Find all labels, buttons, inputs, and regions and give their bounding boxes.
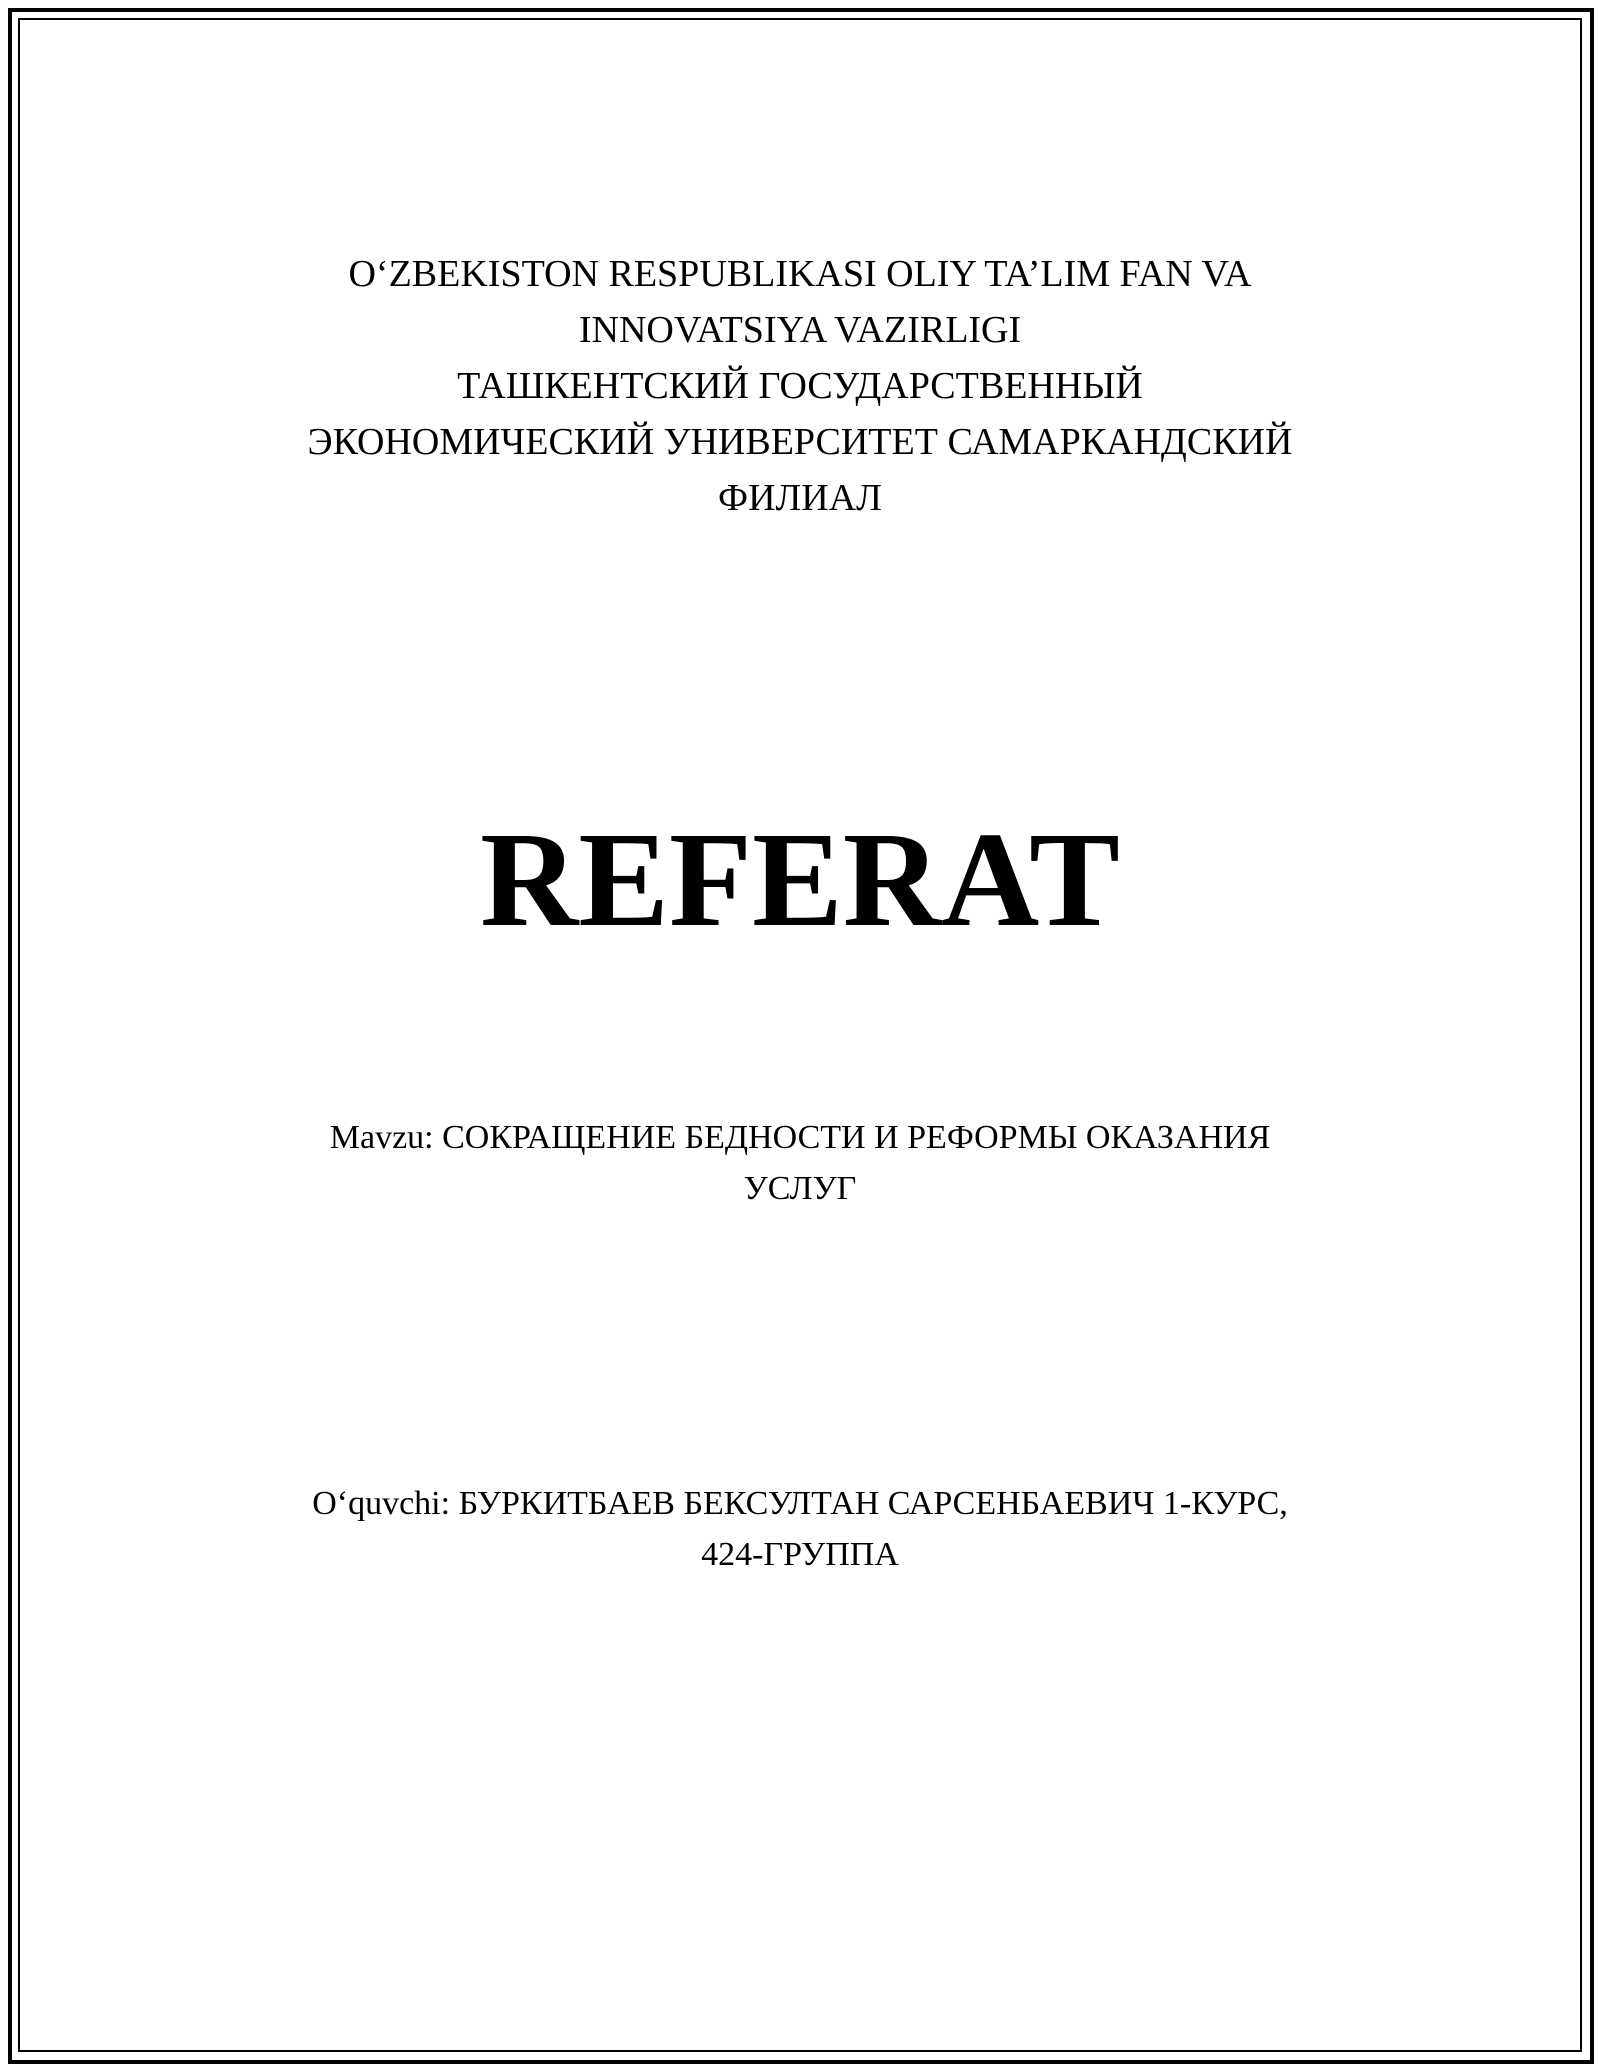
student-line: 424-ГРУППА: [701, 1536, 899, 1573]
student-line: O‘quvchi: БУРКИТБАЕВ БЕКСУЛТАН САРСЕНБАЕВИЧ 1-КУРС,: [312, 1485, 1288, 1522]
header-line: ТАШКЕНТСКИЙ ГОСУДАРСТВЕННЫЙ: [457, 365, 1143, 407]
header-line: ФИЛИАЛ: [718, 477, 882, 519]
topic-block: [0, 1112, 1600, 1214]
document-title: REFERAT: [480, 805, 1120, 955]
header-line: INNOVATSIYA VAZIRLIGI: [578, 309, 1022, 351]
header-line: O‘ZBEKISTON RESPUBLIKASI OLIY TA’LIM FAN VA: [348, 253, 1252, 295]
topic-line: УСЛУГ: [743, 1170, 857, 1207]
topic-line: Mavzu: СОКРАЩЕНИЕ БЕДНОСТИ И РЕФОРМЫ ОКАЗАНИЯ: [329, 1119, 1271, 1156]
institution-header: [0, 246, 1600, 526]
header-line: ЭКОНОМИЧЕСКИЙ УНИВЕРСИТЕТ САМАРКАНДСКИЙ: [307, 421, 1293, 463]
student-block: [0, 1478, 1600, 1580]
